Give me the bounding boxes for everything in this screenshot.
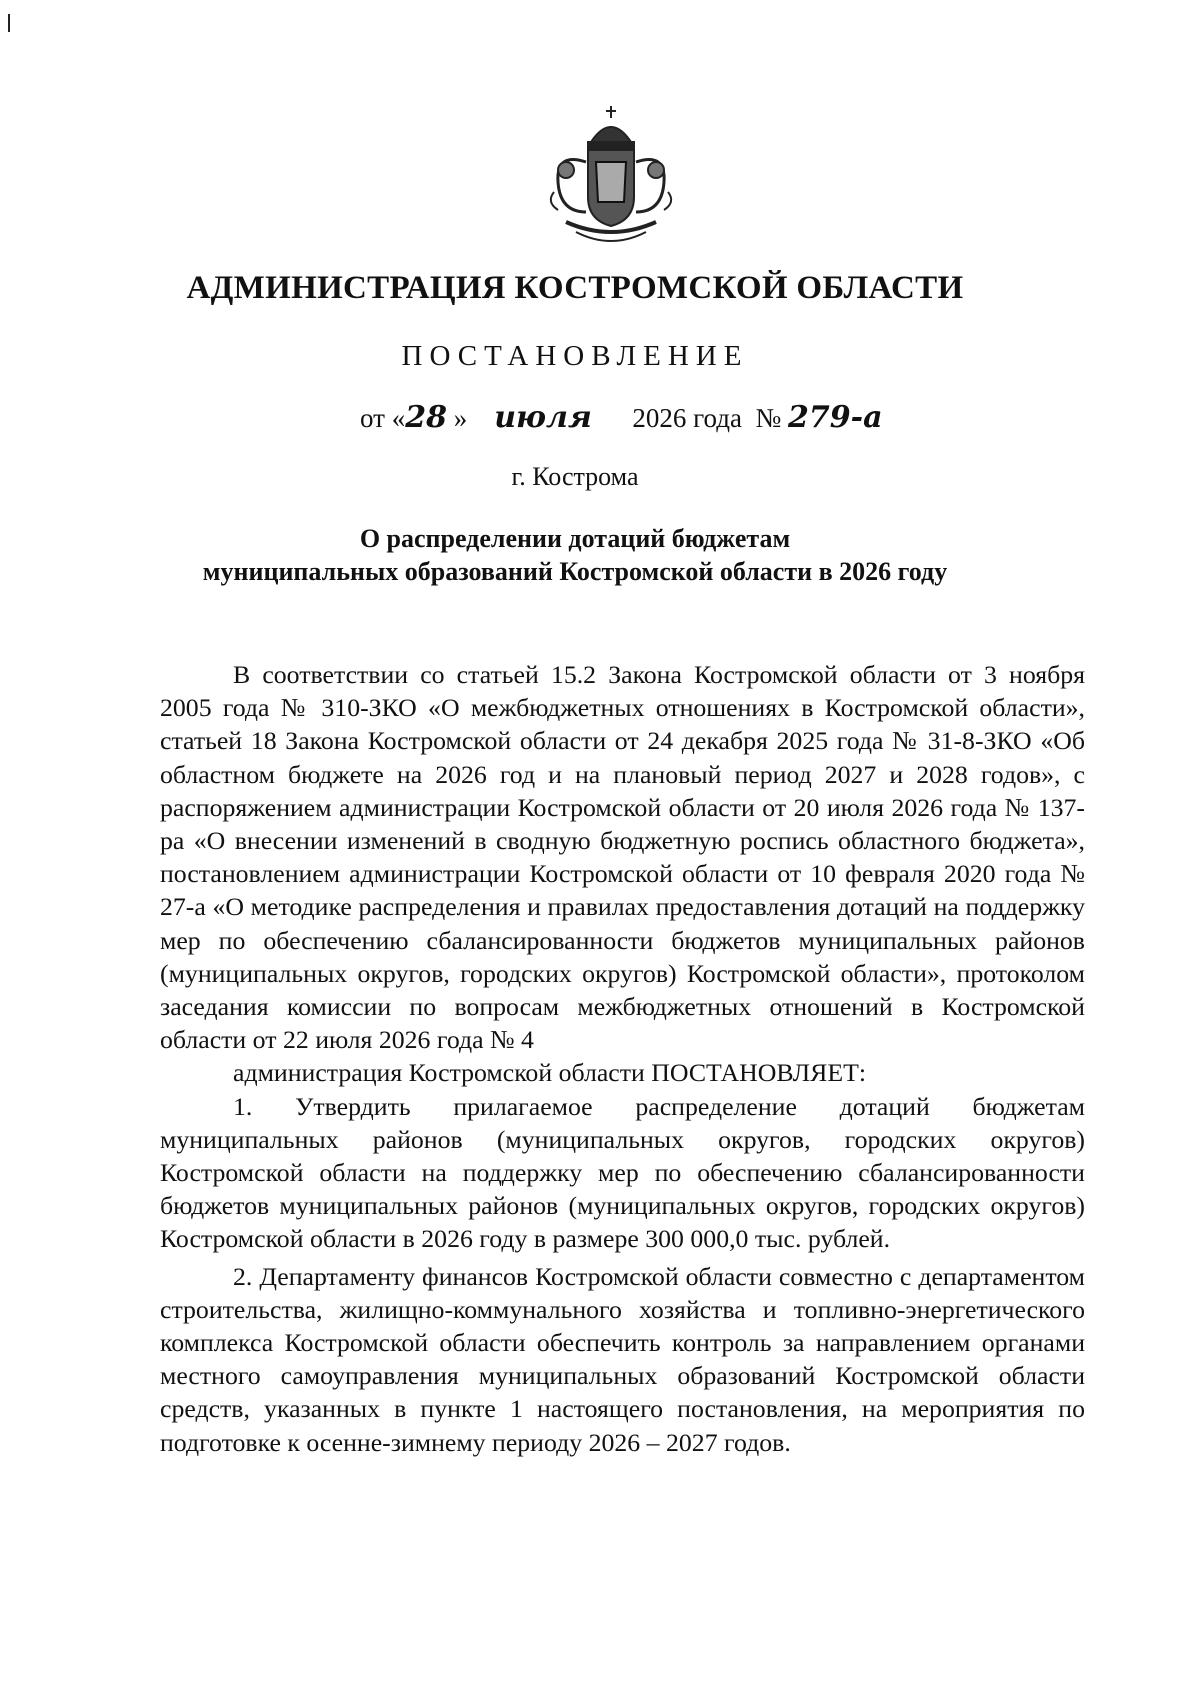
- document-type: ПОСТАНОВЛЕНИЕ: [401, 340, 749, 372]
- paragraph-item-1: 1. Утвердить прилагаемое распределение дотаций бюджетам муниципальных районов (муниципальных округов, городских округов) Костромской области на поддержку мер по обеспечению сбалансированности бюджетов муниципальных районов (муниципальных округов, городских округов) Костромской области в 2026 году в размере 300 000,0 тыс. рублей.: [160, 1091, 1085, 1254]
- coat-of-arms-emblem: [536, 102, 686, 252]
- paragraph-item-2: 2. Департаменту финансов Костромской области совместно с департаментом строительства, жилищно-коммунального хозяйства и топливно-энергетического комплекса Костромской области обеспечить контроль за направлением органами местного самоуправления муниципальных образований Костромской области средств, указанных в пункте 1 настоящего постановления, на мероприятия по подготовке к осенне-зимнему периоду 2026 – 2027 годов.: [160, 1261, 1085, 1457]
- paragraph-preamble: В соответствии со статьей 15.2 Закона Костромской области от 3 ноября 2005 года № 310-ЗКО «О межбюджетных отношениях в Костромской области», статьей 18 Закона Костромской области от 24 декабря 2025 года № 31-8-ЗКО «Об областном бюджете на 2026 год и на плановый период 2027 и 2028 годов», с распоряжением администрации Костромской области от 20 июля 2026 года № 137-ра «О внесении изменений в сводную бюджетную роспись областного бюджета», постановлением администрации Костромской области от 10 февраля 2020 года № 27-а «О методике распределения и правилах предоставления дотаций на поддержку мер по обеспечению сбалансированности бюджетов муниципальных районов (муниципальных округов, городских округов) Костромской области», протоколом заседания комиссии по вопросам межбюджетных отношений в Костромской области от 22 июля 2026 года № 4: [160, 660, 1085, 1055]
- date-number-line: [360, 400, 883, 435]
- organization-name: АДМИНИСТРАЦИЯ КОСТРОМСКОЙ ОБЛАСТИ: [186, 270, 964, 306]
- city: г. Кострома: [511, 462, 639, 491]
- date-quote-close: »: [453, 403, 468, 433]
- date-year: 2026 года: [632, 403, 743, 433]
- date-day-handwritten: 28: [405, 400, 447, 435]
- scan-mark: [8, 14, 10, 32]
- number-sign: №: [755, 403, 782, 433]
- title-line-1: О распределении дотаций бюджетам: [359, 524, 791, 553]
- paragraph-resolves: администрация Костромской области ПОСТАНОВЛЯЕТ:: [233, 1058, 867, 1088]
- document-title: [0, 522, 1150, 588]
- title-line-2: муниципальных образований Костромской области в 2026 году: [202, 557, 948, 586]
- document-number-handwritten: 279-а: [788, 400, 883, 435]
- date-month-handwritten: июля: [494, 400, 592, 435]
- document-body: [160, 658, 1085, 1459]
- date-prefix: от «: [360, 403, 406, 433]
